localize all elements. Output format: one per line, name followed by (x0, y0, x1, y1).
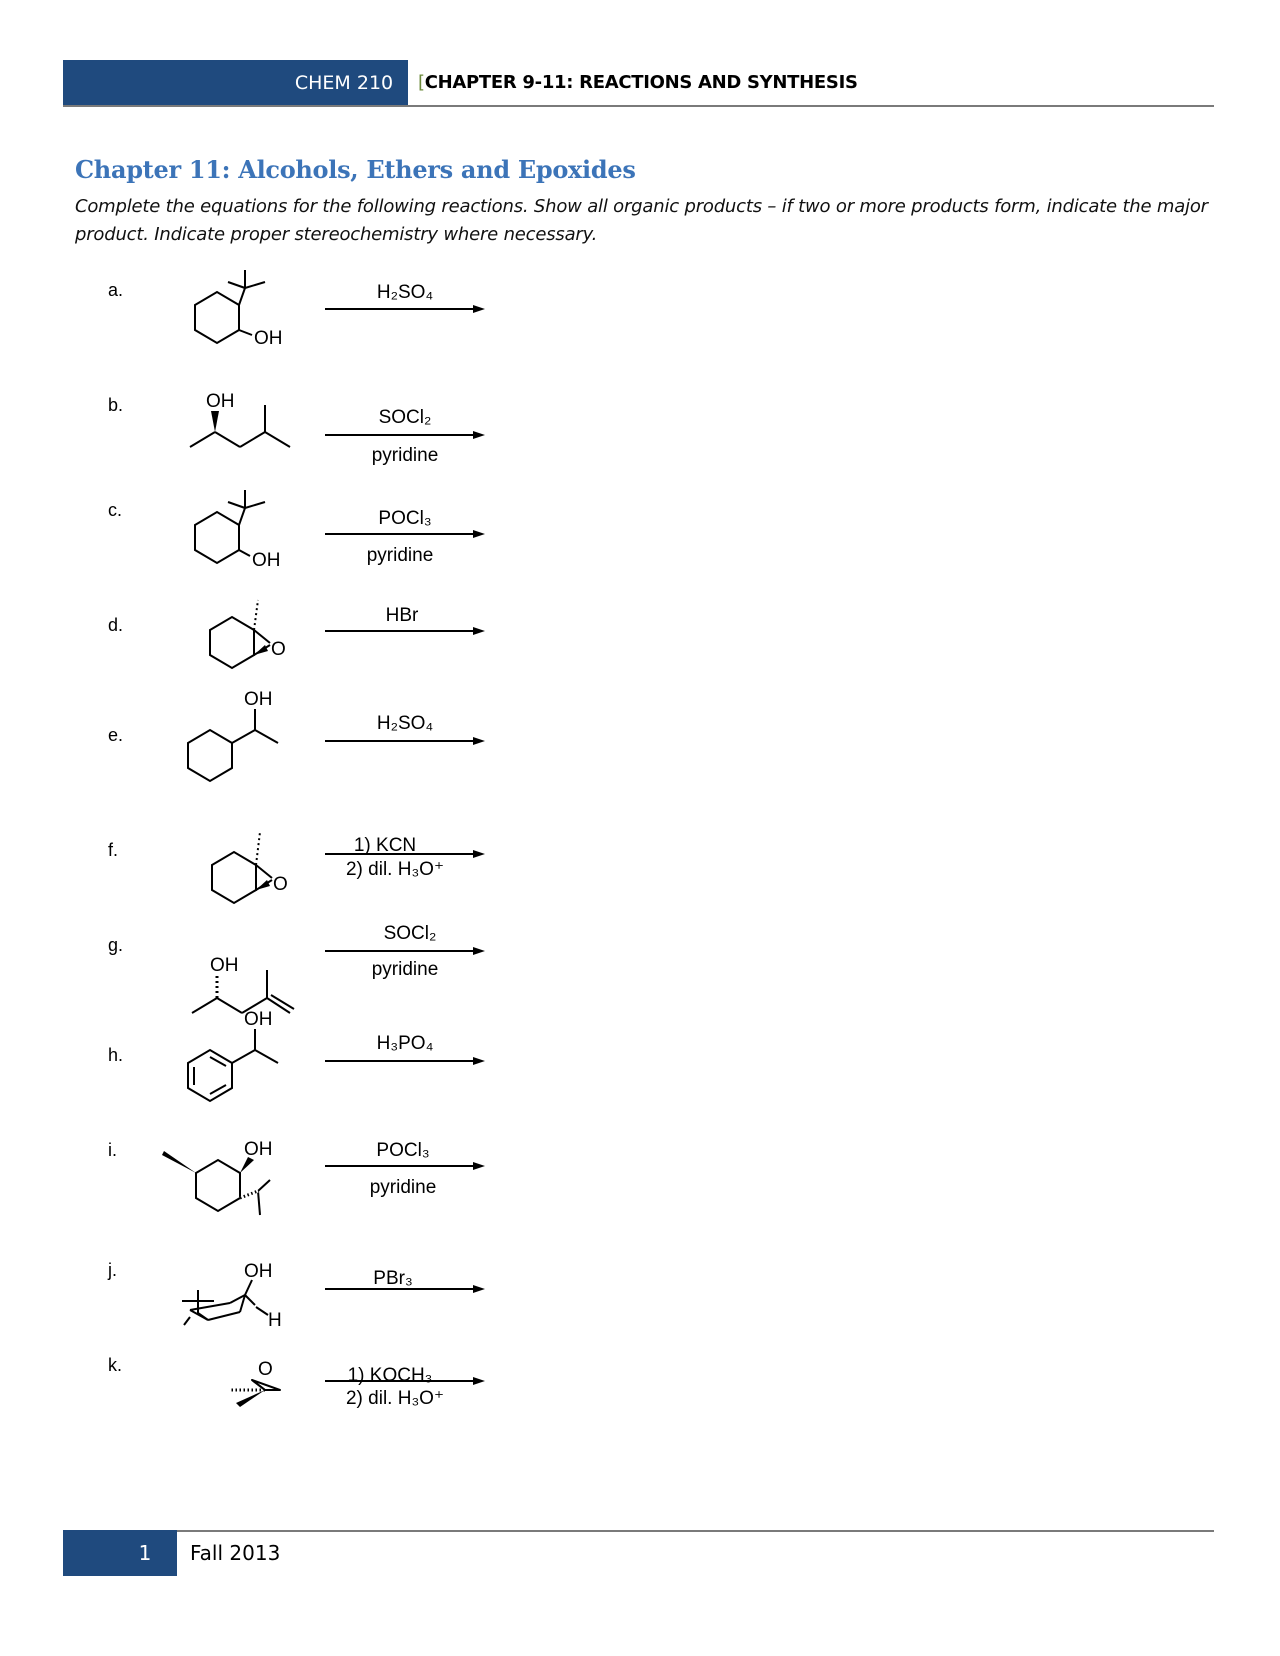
reagent-bottom: pyridine (371, 445, 439, 466)
reaction-label: b. (108, 395, 124, 415)
reagent-bottom: 2) dil. H₃O⁺ (345, 1388, 444, 1409)
h-label: H (268, 1310, 282, 1331)
header-bracket: [ (418, 72, 425, 93)
molecule-f (170, 820, 310, 920)
reaction-label: i. (108, 1140, 117, 1160)
reaction-label: c. (108, 500, 123, 520)
reagent-bottom: pyridine (371, 959, 439, 980)
reaction-arrow (325, 625, 485, 637)
instructions: Complete the equations for the following reactions. Show all organic products – if two or more products form, indicate the major product. Indicate proper stereochemistry where necessary. (75, 196, 1208, 245)
reaction-label: g. (108, 935, 124, 955)
reagent-top: PBr₃ (373, 1268, 413, 1289)
reagent-top: H₂SO₄ (376, 282, 434, 303)
oh-label: OH (244, 1139, 273, 1160)
molecule-i (170, 1135, 320, 1255)
chapter-title: Chapter 11: Alcohols, Ethers and Epoxides (75, 155, 636, 184)
header-title-text: CHAPTER 9-11: REACTIONS AND SYNTHESIS (424, 72, 858, 93)
header-title (418, 72, 858, 93)
oh-label: OH (244, 689, 273, 710)
reaction-label: j. (108, 1260, 117, 1280)
reaction-label: a. (108, 280, 124, 300)
molecule-h (170, 1005, 310, 1115)
reagent-bottom: pyridine (369, 1177, 437, 1198)
reaction-arrow (325, 1055, 485, 1067)
reagent-top: H₃PO₄ (376, 1033, 434, 1054)
reaction-label: f. (108, 840, 119, 860)
reaction-label: d. (108, 615, 124, 635)
reaction-arrow (325, 303, 485, 315)
reagent-top: HBr (385, 605, 419, 626)
header-rule-left (63, 105, 408, 107)
epoxide-o-label: O (258, 1359, 273, 1380)
reagent-top: SOCl₂ (383, 923, 437, 944)
oh-label: OH (206, 391, 235, 412)
reaction-arrow (325, 945, 485, 957)
reaction-arrow (325, 735, 485, 747)
molecule-e (170, 685, 310, 795)
reaction-arrow (325, 528, 485, 540)
reaction-arrow (325, 1375, 485, 1387)
header-rule (408, 105, 1214, 107)
epoxide-o-label: O (273, 874, 288, 895)
molecule-g (170, 915, 310, 1015)
reaction-label: k. (108, 1355, 123, 1375)
reaction-label: h. (108, 1045, 124, 1065)
molecule-a (170, 260, 310, 360)
reagent-top: H₂SO₄ (376, 713, 434, 734)
reagent-top: POCl₃ (378, 508, 432, 529)
reagent-bottom: 2) dil. H₃O⁺ (345, 859, 444, 880)
footer-rule (177, 1530, 1214, 1532)
reagent-top: POCl₃ (376, 1140, 430, 1161)
reaction-arrow (325, 1283, 485, 1295)
molecule-k (170, 1345, 320, 1445)
oh-label: OH (252, 550, 281, 571)
reagent-top: 1) KOCH₃ (347, 1365, 433, 1386)
footer-term: Fall 2013 (190, 1541, 281, 1565)
epoxide-o-label: O (271, 639, 286, 660)
reagent-bottom: pyridine (366, 545, 434, 566)
reaction-label: e. (108, 725, 124, 745)
oh-label: OH (244, 1261, 273, 1282)
oh-label: OH (210, 955, 239, 976)
reagent-top: 1) KCN (353, 835, 417, 856)
molecule-c (170, 480, 310, 580)
molecule-b (170, 375, 310, 455)
oh-label: OH (244, 1009, 273, 1030)
course-code: CHEM 210 (294, 72, 394, 94)
reaction-arrow (325, 429, 485, 441)
oh-label: OH (254, 328, 283, 349)
reaction-arrow (325, 1160, 485, 1172)
reagent-top: SOCl₂ (378, 407, 432, 428)
molecule-d (170, 595, 310, 685)
page-number: 1 (138, 1541, 152, 1565)
